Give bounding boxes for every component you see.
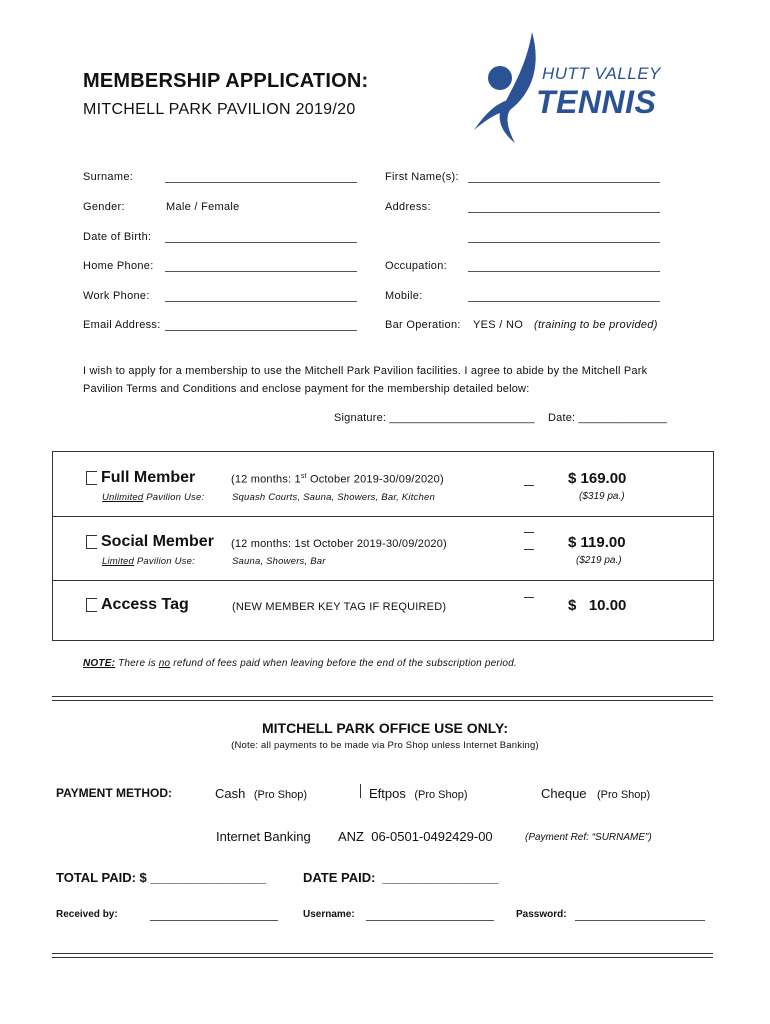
social-member-checkbox[interactable] [86, 535, 97, 549]
social-member-price-annual: ($219 pa.) [576, 555, 622, 566]
full-member-checkbox[interactable] [86, 471, 97, 485]
occupation-label: Occupation: [385, 260, 448, 272]
signature-label: Signature: _______________________ [334, 412, 535, 424]
access-tag-checkbox[interactable] [86, 598, 97, 612]
social-member-name: Social Member [101, 533, 214, 550]
access-tag-description: (NEW MEMBER KEY TAG IF REQUIRED) [232, 601, 447, 613]
full-member-price-annual: ($319 pa.) [579, 491, 625, 502]
address-field-line-2[interactable] [468, 242, 660, 243]
address-label: Address: [385, 201, 431, 213]
username-label: Username: [303, 909, 355, 920]
password-field[interactable] [575, 920, 705, 921]
address-field-line-1[interactable] [468, 212, 660, 213]
full-member-quantity[interactable] [524, 485, 534, 486]
occupation-field[interactable] [468, 271, 660, 272]
bar-operation-options[interactable]: YES / NO [473, 319, 524, 331]
form-subtitle: MITCHELL PARK PAVILION 2019/20 [83, 101, 356, 118]
received-by-field[interactable] [150, 920, 278, 921]
first-names-label: First Name(s): [385, 171, 459, 183]
social-member-quantity[interactable] [524, 549, 534, 550]
form-title: MEMBERSHIP APPLICATION: [83, 70, 369, 92]
full-member-facilities: Squash Courts, Sauna, Showers, Bar, Kitchen [232, 492, 435, 503]
password-label: Password: [516, 909, 567, 920]
mobile-label: Mobile: [385, 290, 423, 302]
bank-account-number: ANZ 06-0501-0492429-00 [338, 829, 493, 844]
payment-option-eftpos[interactable]: Eftpos (Pro Shop) [369, 786, 468, 801]
logo-line-1: HUTT VALLEY [542, 64, 661, 83]
social-member-price: $ 119.00 [568, 534, 626, 551]
office-use-subtitle: (Note: all payments to be made via Pro Shop unless Internet Banking) [231, 740, 539, 751]
signature-line[interactable] [334, 412, 667, 424]
office-use-title: MITCHELL PARK OFFICE USE ONLY: [261, 720, 509, 736]
work-phone-field[interactable] [165, 301, 357, 302]
full-member-name: Full Member [101, 469, 196, 486]
social-member-period: (12 months: 1st October 2019-30/09/2020) [231, 538, 447, 550]
surname-field[interactable] [165, 182, 357, 183]
total-paid-field[interactable]: TOTAL PAID: $ ________________ [56, 870, 267, 885]
declaration-text: I wish to apply for a membership to use the Mitchell Park Pavilion facilities. I agree to abide by the Mitchell Park Pavilion Terms and Conditions and enclose payment for the membership detailed below: [83, 365, 648, 395]
work-phone-label: Work Phone: [83, 290, 150, 302]
email-field[interactable] [165, 330, 357, 331]
full-member-price: $ 169.00 [568, 470, 627, 487]
received-by-label: Received by: [56, 909, 118, 920]
date-label: Date: ______________ [547, 412, 667, 424]
payment-reference: (Payment Ref: “SURNAME”) [525, 832, 652, 843]
dob-field[interactable] [165, 242, 357, 243]
date-paid-field[interactable]: DATE PAID: ________________ [303, 870, 499, 885]
row-divider [52, 516, 713, 517]
email-label: Email Address: [83, 319, 161, 331]
first-names-field[interactable] [468, 182, 660, 183]
home-phone-field[interactable] [165, 271, 357, 272]
gender-options[interactable]: Male / Female [166, 201, 240, 213]
username-field[interactable] [366, 920, 494, 921]
social-member-quantity-top[interactable] [524, 532, 534, 533]
surname-label: Surname: [83, 171, 134, 183]
eftpos-checkbox-mark[interactable] [360, 784, 361, 798]
payment-option-cheque[interactable]: Cheque (Pro Shop) [541, 786, 651, 801]
mobile-field[interactable] [468, 301, 660, 302]
access-tag-quantity[interactable] [524, 597, 534, 598]
dob-label: Date of Birth: [83, 231, 152, 243]
access-tag-price: $ 10.00 [568, 597, 627, 614]
access-tag-name: Access Tag [101, 596, 189, 613]
hutt-valley-tennis-logo [470, 30, 670, 150]
double-divider [52, 696, 713, 701]
payment-method-label: PAYMENT METHOD: [56, 786, 173, 800]
row-divider [52, 580, 713, 581]
social-member-facilities: Sauna, Showers, Bar [232, 556, 326, 567]
double-divider-bottom [52, 953, 713, 958]
bar-operation-note: (training to be provided) [534, 319, 658, 331]
payment-option-cash[interactable]: Cash (Pro Shop) [215, 786, 308, 801]
full-member-use-label: Unlimited Pavilion Use: [102, 492, 205, 503]
refund-note: NOTE: There is no refund of fees paid when leaving before the end of the subscription period. [83, 658, 517, 669]
gender-label: Gender: [83, 201, 125, 213]
social-member-use-label: Limited Pavilion Use: [102, 556, 195, 567]
full-member-period: (12 months: 1st October 2019-30/09/2020) [231, 473, 444, 486]
payment-option-internet-banking[interactable]: Internet Banking [216, 829, 311, 844]
home-phone-label: Home Phone: [83, 260, 154, 272]
logo-line-2: TENNIS [536, 84, 657, 120]
bar-operation-label: Bar Operation: [385, 319, 461, 331]
